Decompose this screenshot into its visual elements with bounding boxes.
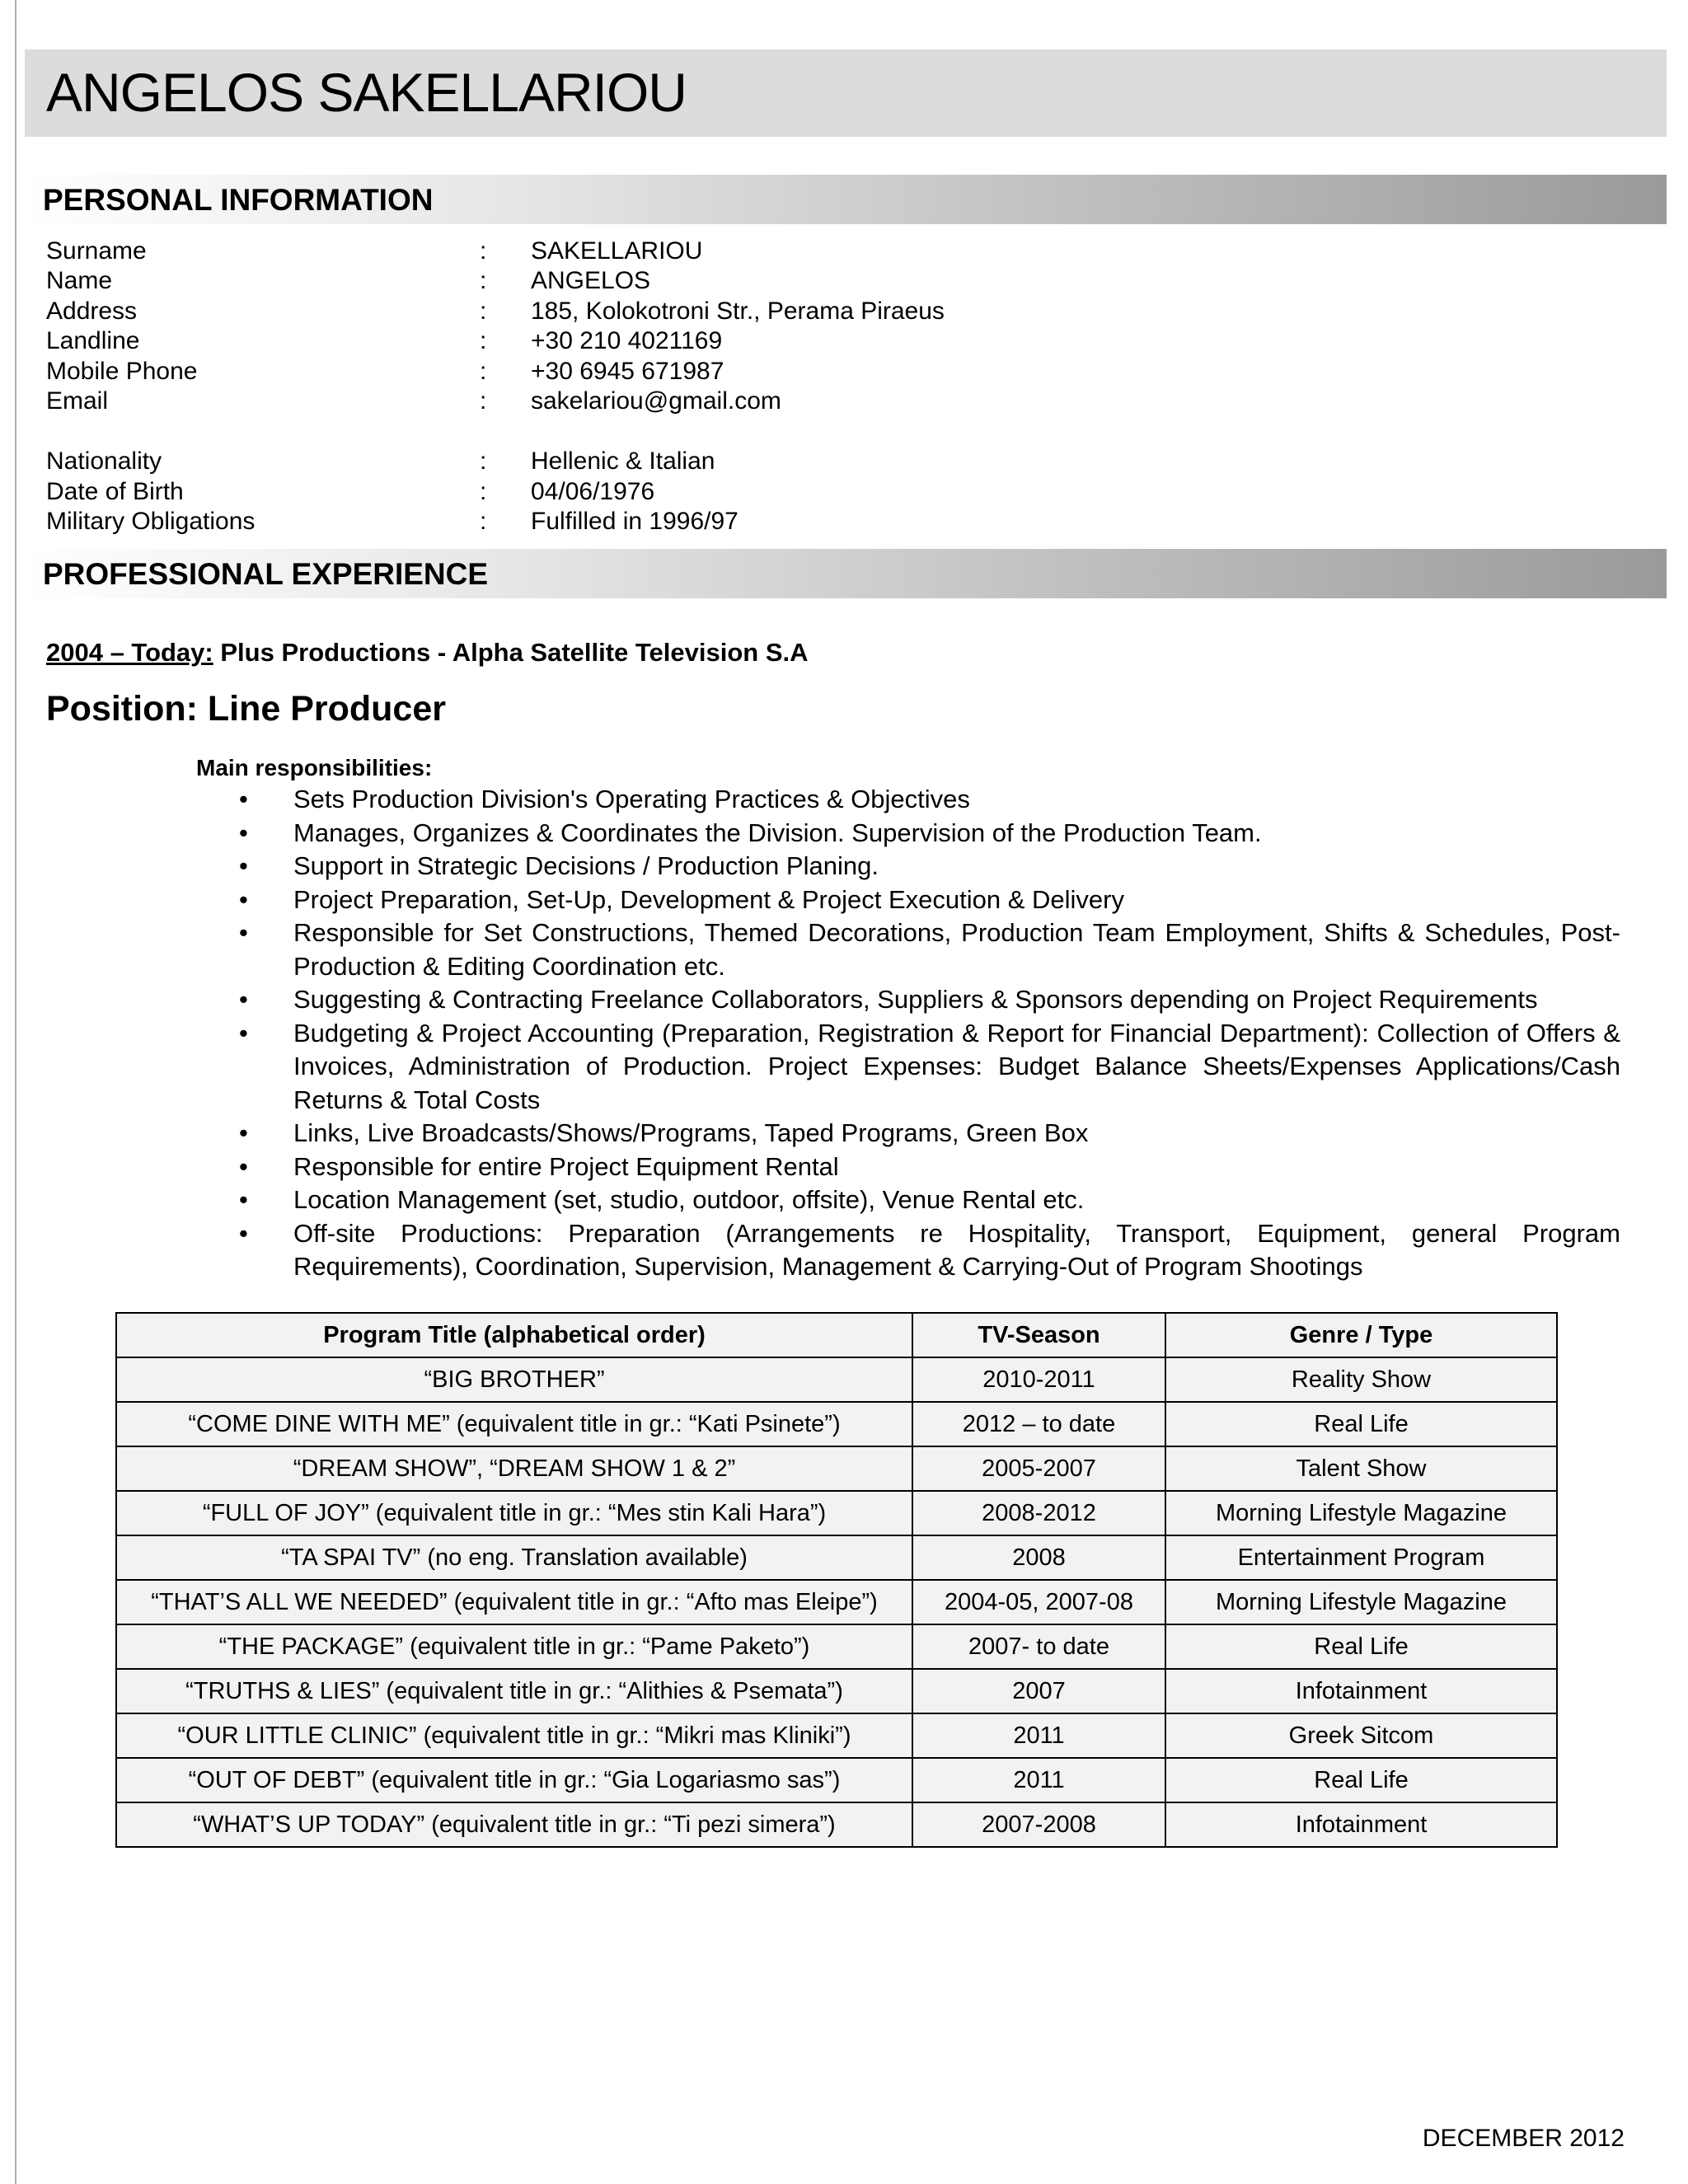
- info-value: +30 6945 671987: [531, 358, 724, 385]
- table-cell: 2007-2008: [912, 1802, 1165, 1847]
- info-colon: :: [480, 237, 487, 265]
- list-item: [239, 1117, 1620, 1151]
- table-row: [116, 1758, 1557, 1802]
- bullet-icon: •: [239, 785, 248, 813]
- professional-experience-heading: PROFESSIONAL EXPERIENCE: [43, 557, 489, 591]
- bullet-icon: •: [239, 918, 248, 947]
- table-row: [116, 1357, 1557, 1402]
- bullet-icon: •: [239, 1151, 248, 1181]
- info-value: Hellenic & Italian: [531, 448, 715, 475]
- position-title: Position: Line Producer: [46, 689, 446, 729]
- table-cell: 2010-2011: [912, 1357, 1165, 1402]
- personal-information-heading: PERSONAL INFORMATION: [43, 183, 434, 217]
- table-row: [116, 1802, 1557, 1847]
- table-cell: “TA SPAI TV” (no eng. Translation available): [116, 1535, 912, 1580]
- programs-table: [115, 1312, 1558, 1848]
- info-value: Fulfilled in 1996/97: [531, 508, 738, 535]
- info-label: Surname: [46, 237, 147, 265]
- table-cell: Real Life: [1165, 1402, 1557, 1446]
- list-item-text: Budgeting & Project Accounting (Preparation, Registration & Report for Financial Department): Collection of Offers & Invoices, Administration of Production. Project Expenses: Budget Balance Sheets/Expenses Applications/Cash Returns & Total Costs: [293, 1018, 1620, 1114]
- info-colon: :: [480, 387, 487, 415]
- job-header: [46, 638, 809, 668]
- info-label: Military Obligations: [46, 508, 256, 535]
- bullet-icon: •: [239, 1018, 248, 1047]
- bullet-icon: •: [239, 851, 248, 880]
- list-item: [239, 983, 1620, 1017]
- list-item: [239, 883, 1620, 917]
- table-cell: “THAT’S ALL WE NEEDED” (equivalent title in gr.: “Afto mas Eleipe”): [116, 1580, 912, 1624]
- info-value: +30 210 4021169: [531, 327, 723, 354]
- info-label: Mobile Phone: [46, 358, 198, 385]
- info-value: 04/06/1976: [531, 478, 655, 505]
- info-label: Address: [46, 298, 138, 325]
- list-item: [239, 1151, 1620, 1184]
- list-item: [239, 850, 1620, 883]
- bullet-icon: •: [239, 1118, 248, 1147]
- table-row: [116, 1669, 1557, 1713]
- table-cell: 2005-2007: [912, 1446, 1165, 1491]
- info-colon: :: [480, 298, 487, 325]
- info-colon: :: [480, 358, 487, 385]
- info-value: 185, Kolokotroni Str., Perama Piraeus: [531, 298, 945, 325]
- bullet-icon: •: [239, 985, 248, 1014]
- info-colon: :: [480, 327, 487, 354]
- table-row: [116, 1624, 1557, 1669]
- info-value: SAKELLARIOU: [531, 237, 703, 265]
- info-label: Nationality: [46, 448, 162, 475]
- list-item-text: Location Management (set, studio, outdoor, offsite), Venue Rental etc.: [293, 1185, 1085, 1214]
- table-cell: “OUT OF DEBT” (equivalent title in gr.: “Gia Logariasmo sas”): [116, 1758, 912, 1802]
- list-item-text: Sets Production Division's Operating Practices & Objectives: [293, 785, 970, 813]
- table-cell: 2012 – to date: [912, 1402, 1165, 1446]
- info-label: Name: [46, 267, 113, 294]
- table-cell: Infotainment: [1165, 1802, 1557, 1847]
- table-cell: Infotainment: [1165, 1669, 1557, 1713]
- bullet-icon: •: [239, 1218, 248, 1248]
- job-company: Plus Productions - Alpha Satellite Television S.A: [220, 638, 809, 667]
- table-header-row: [116, 1313, 1557, 1357]
- responsibilities-list: [239, 783, 1620, 1284]
- professional-experience-bar: [21, 549, 1667, 598]
- candidate-name: ANGELOS SAKELLARIOU: [46, 62, 687, 123]
- responsibilities-heading: Main responsibilities:: [196, 755, 433, 780]
- table-cell: Morning Lifestyle Magazine: [1165, 1580, 1557, 1624]
- info-value: ANGELOS: [531, 267, 651, 294]
- table-row: [116, 1713, 1557, 1758]
- table-cell: 2008: [912, 1535, 1165, 1580]
- list-item-text: Responsible for Set Constructions, Themed Decorations, Production Team Employment, Shifts & Schedules, Post-Production & Editing Coordination etc.: [293, 918, 1620, 981]
- footer-date: DECEMBER 2012: [1422, 2125, 1625, 2152]
- info-colon: :: [480, 267, 487, 294]
- name-banner: [25, 49, 1667, 137]
- table-cell: 2008-2012: [912, 1491, 1165, 1535]
- info-label: Landline: [46, 327, 140, 354]
- table-cell: 2004-05, 2007-08: [912, 1580, 1165, 1624]
- list-item-text: Responsible for entire Project Equipment Rental: [293, 1151, 839, 1181]
- column-header: Genre / Type: [1165, 1313, 1557, 1357]
- table-cell: 2007- to date: [912, 1624, 1165, 1669]
- email-value: sakelariou@gmail.com: [531, 387, 781, 415]
- list-item-text: Manages, Organizes & Coordinates the Division. Supervision of the Production Team.: [293, 818, 1262, 847]
- info-label: Date of Birth: [46, 478, 184, 505]
- table-cell: “FULL OF JOY” (equivalent title in gr.: “Mes stin Kali Hara”): [116, 1491, 912, 1535]
- job-period: 2004 – Today:: [46, 638, 213, 667]
- list-item-text: Project Preparation, Set-Up, Development & Project Execution & Delivery: [293, 884, 1124, 914]
- list-item-text: Links, Live Broadcasts/Shows/Programs, Taped Programs, Green Box: [293, 1118, 1089, 1147]
- info-colon: :: [480, 478, 487, 505]
- table-cell: 2011: [912, 1758, 1165, 1802]
- table-cell: “THE PACKAGE” (equivalent title in gr.: “Pame Paketo”): [116, 1624, 912, 1669]
- bullet-icon: •: [239, 818, 248, 847]
- info-colon: :: [480, 448, 487, 475]
- table-row: [116, 1580, 1557, 1624]
- table-cell: Real Life: [1165, 1624, 1557, 1669]
- list-item: [239, 916, 1620, 983]
- table-cell: Greek Sitcom: [1165, 1713, 1557, 1758]
- table-cell: “WHAT’S UP TODAY” (equivalent title in gr.: “Ti pezi simera”): [116, 1802, 912, 1847]
- table-cell: “COME DINE WITH ME” (equivalent title in gr.: “Kati Psinete”): [116, 1402, 912, 1446]
- table-cell: 2007: [912, 1669, 1165, 1713]
- list-item-text: Support in Strategic Decisions / Production Planing.: [293, 851, 879, 880]
- table-cell: “BIG BROTHER”: [116, 1357, 912, 1402]
- table-cell: Morning Lifestyle Magazine: [1165, 1491, 1557, 1535]
- bullet-icon: •: [239, 1185, 248, 1214]
- table-cell: Reality Show: [1165, 1357, 1557, 1402]
- table-cell: 2011: [912, 1713, 1165, 1758]
- table-row: [116, 1446, 1557, 1491]
- list-item: [239, 1183, 1620, 1217]
- table-row: [116, 1535, 1557, 1580]
- personal-information-bar: [21, 175, 1667, 224]
- table-cell: “OUR LITTLE CLINIC” (equivalent title in gr.: “Mikri mas Kliniki”): [116, 1713, 912, 1758]
- table-cell: Talent Show: [1165, 1446, 1557, 1491]
- table-cell: “TRUTHS & LIES” (equivalent title in gr.: “Alithies & Psemata”): [116, 1669, 912, 1713]
- table-row: [116, 1402, 1557, 1446]
- list-item: [239, 1217, 1620, 1284]
- bullet-icon: •: [239, 884, 248, 914]
- list-item-text: Suggesting & Contracting Freelance Collaborators, Suppliers & Sponsors depending on Project Requirements: [293, 985, 1538, 1014]
- list-item: [239, 783, 1620, 817]
- table-cell: “DREAM SHOW”, “DREAM SHOW 1 & 2”: [116, 1446, 912, 1491]
- column-header: Program Title (alphabetical order): [116, 1313, 912, 1357]
- list-item: [239, 1017, 1620, 1118]
- table-cell: Entertainment Program: [1165, 1535, 1557, 1580]
- info-label: Email: [46, 387, 109, 415]
- list-item-text: Off-site Productions: Preparation (Arrangements re Hospitality, Transport, Equipment, general Program Requirements), Coordination, Supervision, Management & Carrying-Out of Program Shootings: [293, 1218, 1620, 1281]
- table-row: [116, 1491, 1557, 1535]
- list-item: [239, 817, 1620, 851]
- info-colon: :: [480, 508, 487, 535]
- table-cell: Real Life: [1165, 1758, 1557, 1802]
- column-header: TV-Season: [912, 1313, 1165, 1357]
